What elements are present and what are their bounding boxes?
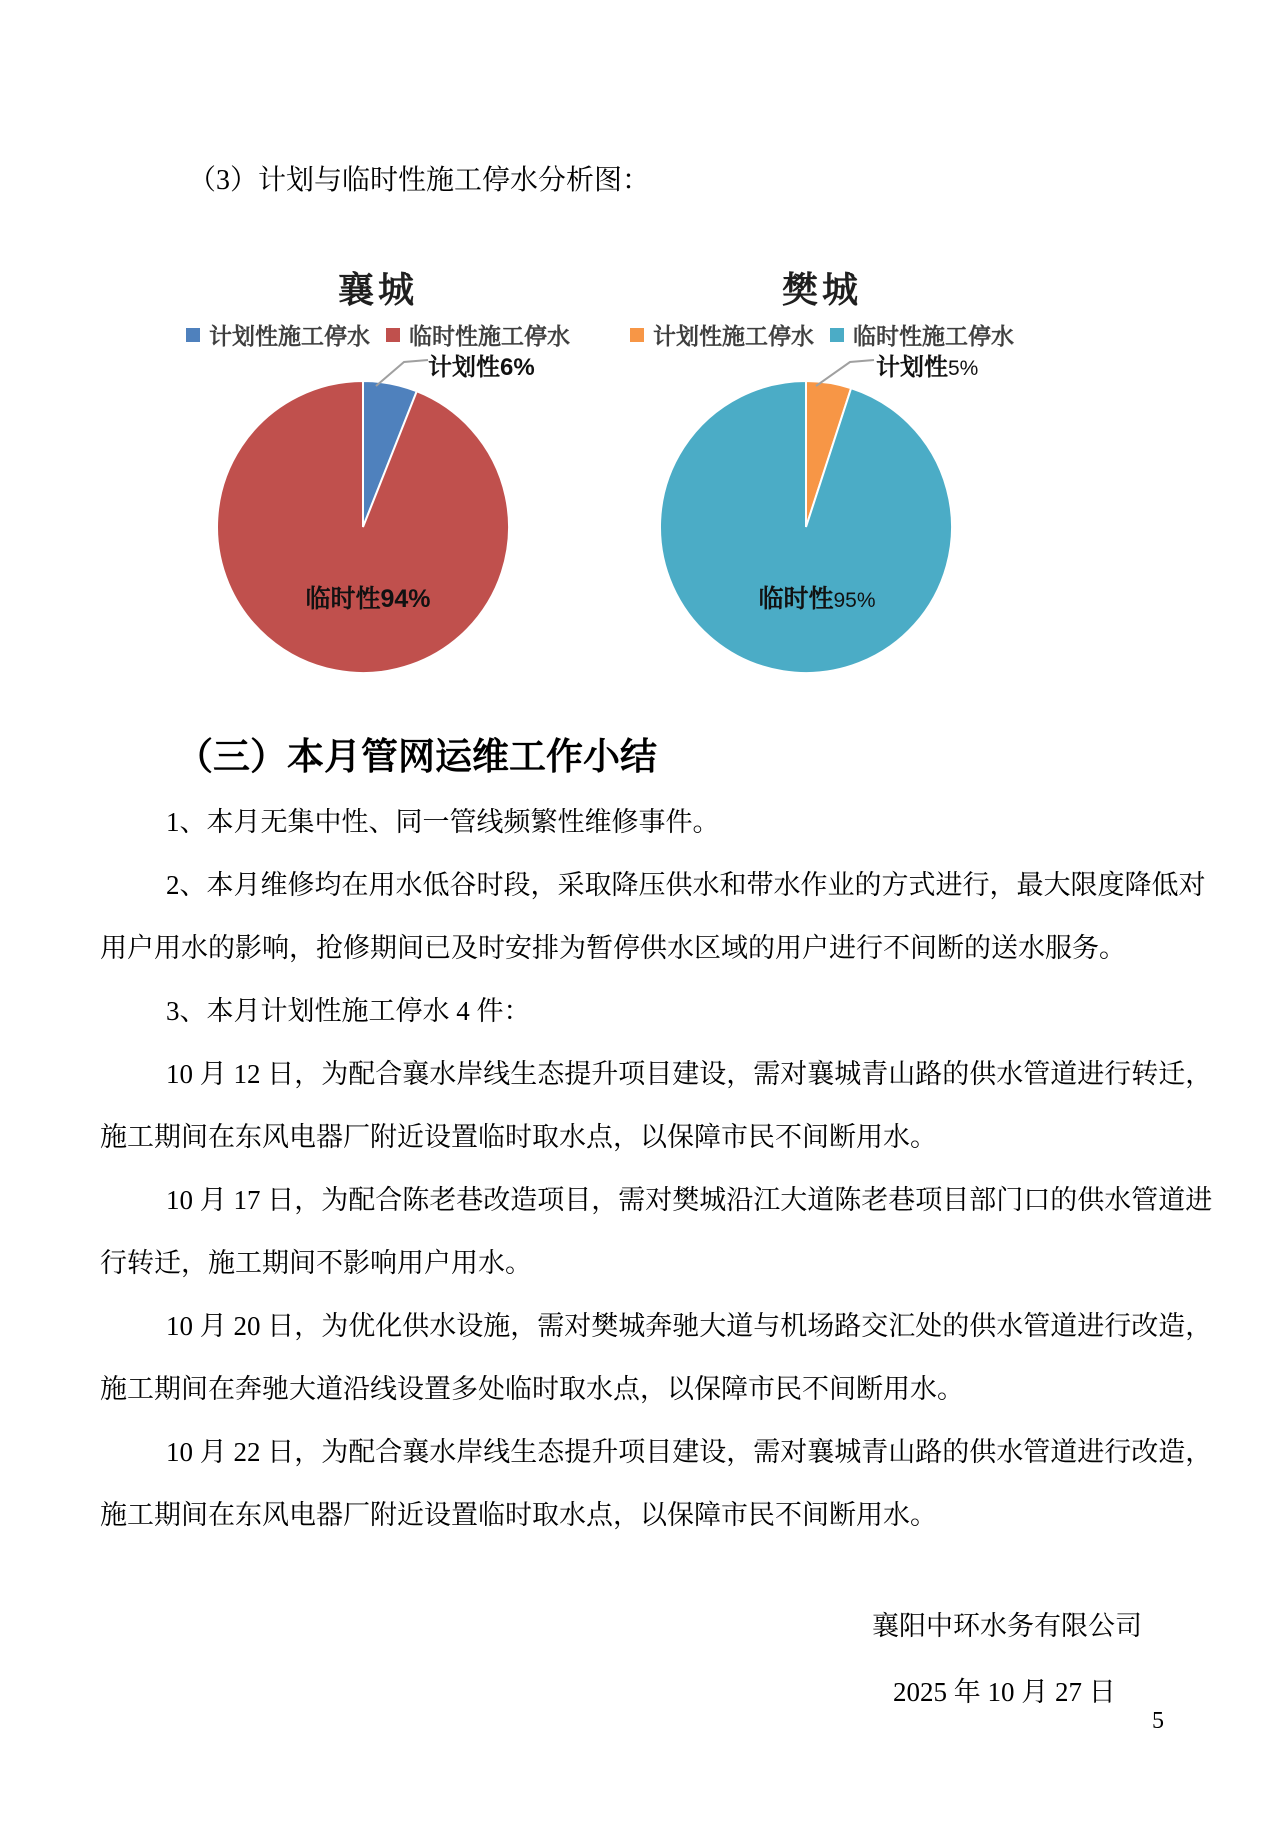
body-line: 施工期间在奔驰大道沿线设置多处临时取水点，以保障市民不间断用水。	[100, 1374, 964, 1404]
body-line: 10 月 22 日，为配合襄水岸线生态提升项目建设，需对襄城青山路的供水管道进行改造，	[166, 1437, 1213, 1467]
slice-inside-label: 临时性95%	[758, 585, 876, 613]
pie-chart-fancheng	[656, 377, 956, 677]
signature: 襄阳中环水务有限公司	[872, 1611, 1142, 1641]
legend-item	[186, 318, 370, 351]
legend-swatch-temporary-icon	[386, 328, 400, 342]
slice-inside-label: 临时性94%	[305, 585, 431, 613]
body-line: 10 月 17 日，为配合陈老巷改造项目，需对樊城沿江大道陈老巷项目部门口的供水管道进	[166, 1185, 1213, 1215]
body-line: 2、本月维修均在用水低谷时段，采取降压供水和带水作业的方式进行，最大限度降低对	[166, 870, 1206, 900]
legend-label: 计划性施工停水	[653, 323, 814, 349]
legend-item	[630, 318, 814, 351]
body-line: 1、本月无集中性、同一管线频繁性维修事件。	[166, 807, 720, 837]
body-line: 施工期间在东风电器厂附近设置临时取水点，以保障市民不间断用水。	[100, 1500, 937, 1530]
legend-label: 计划性施工停水	[209, 323, 370, 349]
chart-legend-xiangcheng	[133, 318, 623, 351]
callout-line	[374, 352, 432, 388]
chart-title-fancheng: 樊城	[781, 269, 862, 310]
body-line: 用户用水的影响，抢修期间已及时安排为暂停供水区域的用户进行不间断的送水服务。	[100, 933, 1126, 963]
slice-callout-label: 计划性5%	[876, 354, 979, 381]
intro-text: （3）计划与临时性施工停水分析图：	[188, 165, 651, 196]
legend-swatch-planned-icon	[186, 328, 200, 342]
legend-label: 临时性施工停水	[853, 323, 1014, 349]
body-line: 施工期间在东风电器厂附近设置临时取水点，以保障市民不间断用水。	[100, 1122, 937, 1152]
body-line: 3、本月计划性施工停水 4 件：	[166, 996, 531, 1026]
legend-swatch-planned-icon	[630, 328, 644, 342]
body-text	[100, 800, 1280, 1556]
page-number: 5	[1152, 1708, 1164, 1734]
callout-line	[814, 352, 878, 388]
legend-label: 临时性施工停水	[409, 323, 570, 349]
chart-legend-fancheng	[584, 318, 1060, 351]
report-date: 2025 年 10 月 27 日	[893, 1677, 1116, 1707]
body-line: 10 月 20 日，为优化供水设施，需对樊城奔驰大道与机场路交汇处的供水管道进行改造，	[166, 1311, 1213, 1341]
chart-title-xiangcheng: 襄城	[337, 269, 418, 310]
body-line: 行转迁，施工期间不影响用户用水。	[100, 1248, 532, 1278]
section-heading: （三）本月管网运维工作小结	[176, 736, 657, 777]
slice-callout-label: 计划性6%	[428, 354, 535, 381]
pie-chart-xiangcheng	[213, 377, 513, 677]
legend-swatch-temporary-icon	[830, 328, 844, 342]
body-line: 10 月 12 日，为配合襄水岸线生态提升项目建设，需对襄城青山路的供水管道进行转迁，	[166, 1059, 1213, 1089]
